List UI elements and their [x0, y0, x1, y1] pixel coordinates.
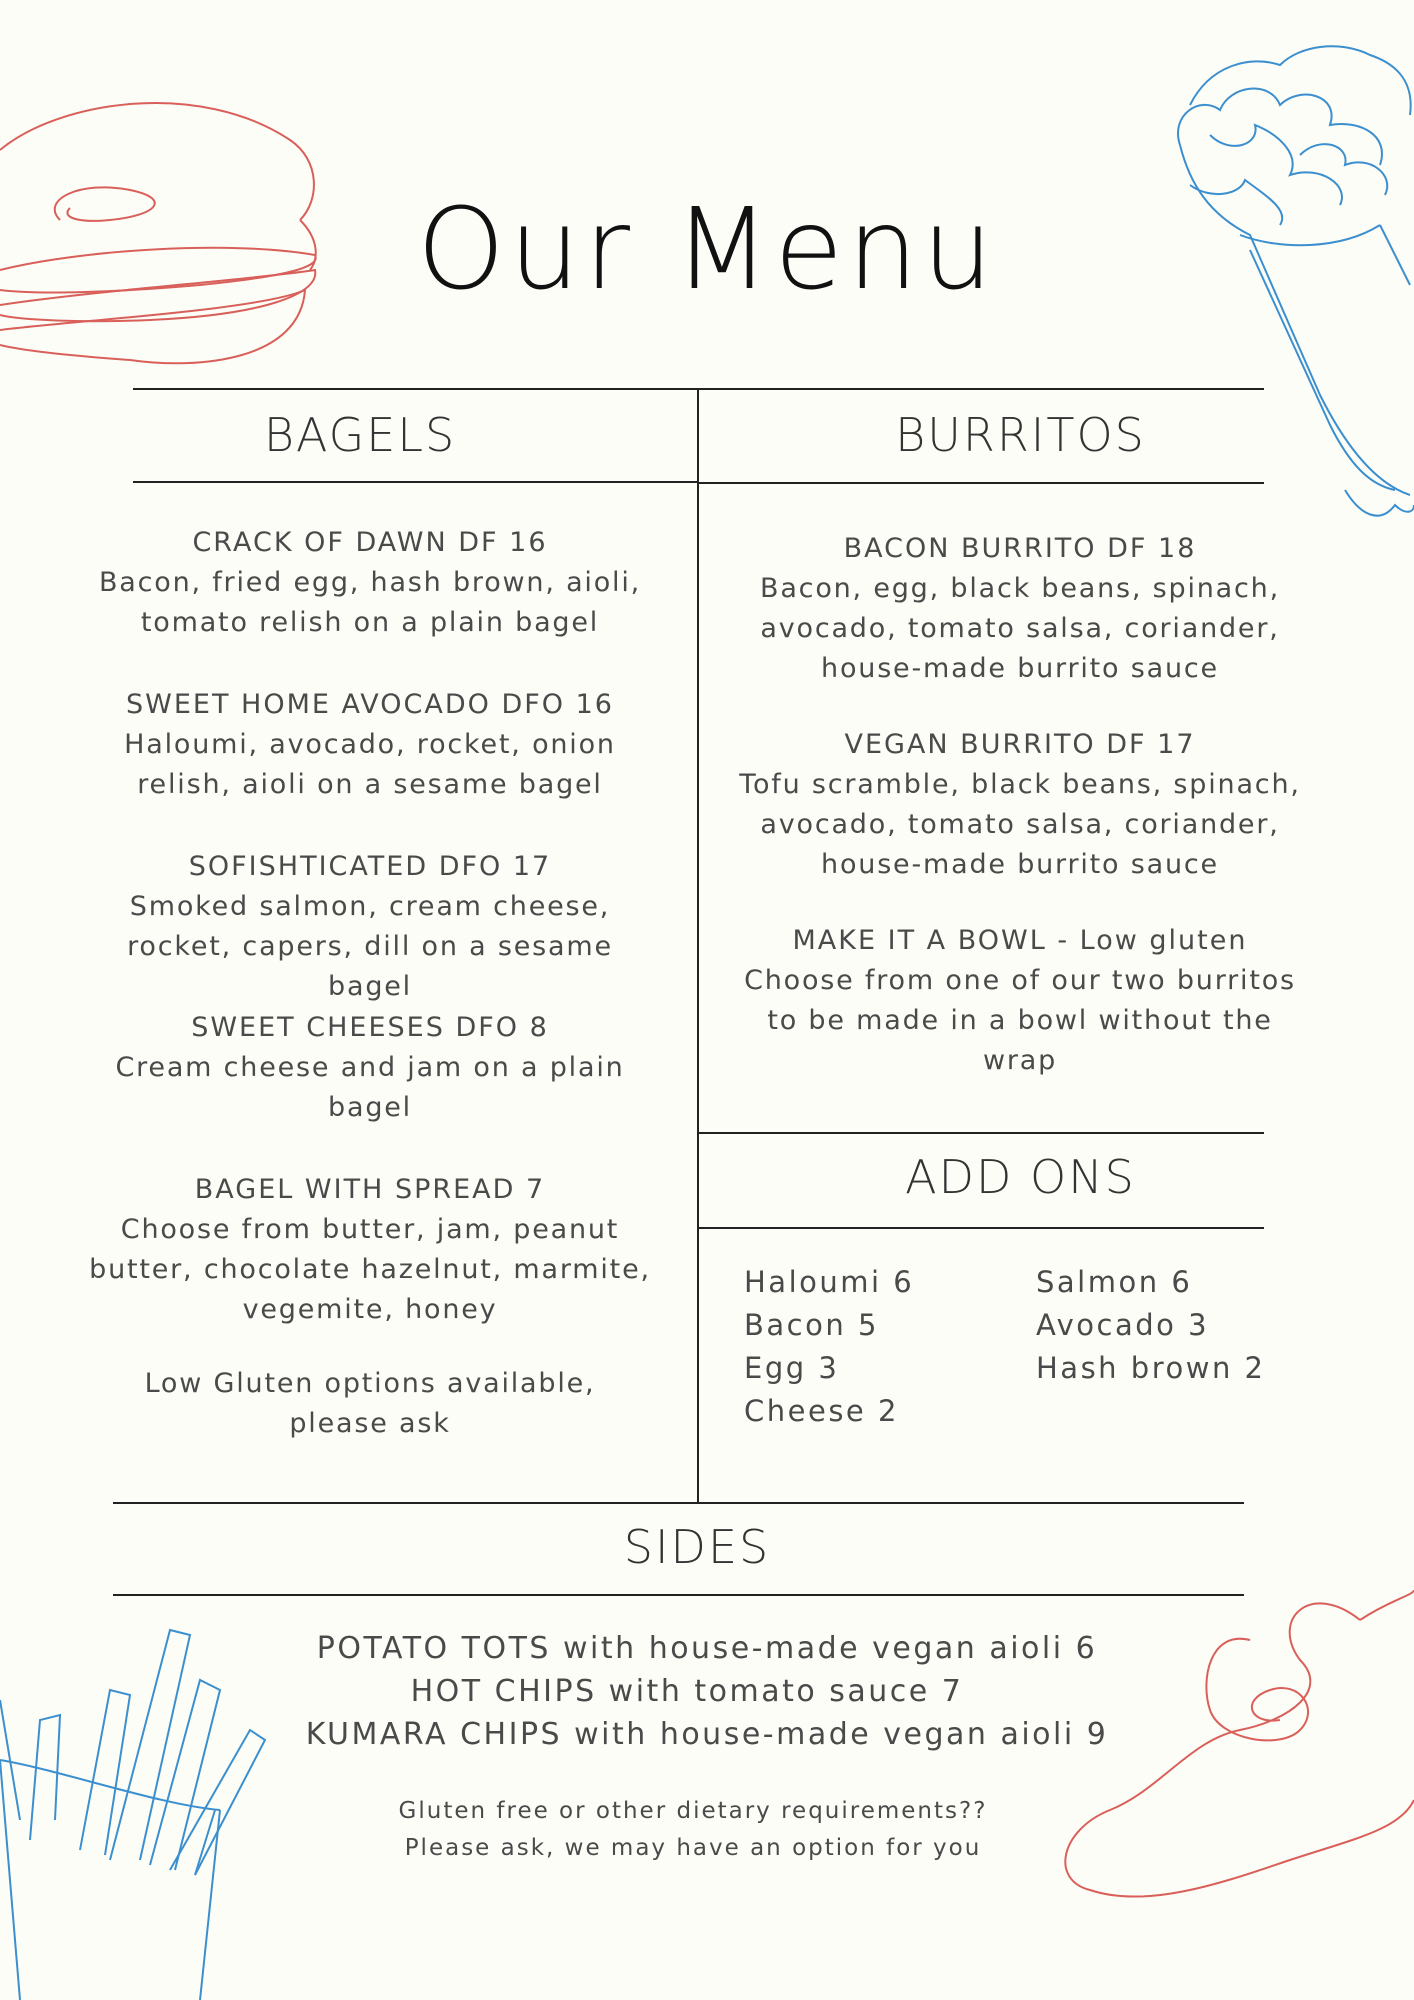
menu-item — [80, 685, 660, 805]
item-description: to be made in a bowl without the — [767, 1005, 1273, 1036]
addon-item: Cheese 2 — [744, 1394, 899, 1428]
item-name: BAGEL WITH SPREAD 7 — [194, 1174, 546, 1205]
item-description: rocket, capers, dill on a sesame bagel — [127, 931, 613, 1002]
burritos-heading: BURRITOS — [895, 408, 1146, 462]
item-name: CRACK OF DAWN DF 16 — [192, 527, 548, 558]
addon-item: Avocado 3 — [1036, 1308, 1210, 1342]
addons-right-column — [1036, 1261, 1266, 1390]
item-name: BACON BURRITO DF 18 — [843, 533, 1197, 564]
menu-item — [720, 529, 1320, 689]
item-description: avocado, tomato salsa, coriander, — [760, 809, 1280, 840]
addon-item: Hash brown 2 — [1036, 1351, 1266, 1385]
side-item: KUMARA CHIPS with house-made vegan aioli 9 — [305, 1717, 1109, 1752]
item-description: Choose from butter, jam, peanut — [120, 1214, 620, 1245]
menu-item — [720, 725, 1320, 885]
item-description: Bacon, fried egg, hash brown, aioli, — [98, 567, 642, 598]
sides-heading: SIDES — [623, 1520, 771, 1574]
note-line: Please ask, we may have an option for you — [404, 1835, 982, 1861]
item-name: VEGAN BURRITO DF 17 — [844, 729, 1196, 760]
addons-top-divider — [699, 1132, 1264, 1134]
dietary-note — [0, 1793, 1400, 1867]
addon-item: Salmon 6 — [1036, 1265, 1193, 1299]
note-line: please ask — [289, 1408, 451, 1439]
sides-top-divider — [113, 1502, 1244, 1504]
side-item: HOT CHIPS with tomato sauce 7 — [410, 1674, 964, 1709]
note-line: Gluten free or other dietary requirements?? — [398, 1798, 988, 1824]
addons-left-column — [744, 1261, 914, 1433]
note-line: Low Gluten options available, — [144, 1368, 596, 1399]
side-item: POTATO TOTS with house-made vegan aioli 6 — [316, 1631, 1098, 1666]
item-description: avocado, tomato salsa, coriander, — [760, 613, 1280, 644]
item-description: house-made burrito sauce — [821, 653, 1219, 684]
item-description: Bacon, egg, black beans, spinach, — [760, 573, 1280, 604]
item-description: house-made burrito sauce — [821, 849, 1219, 880]
item-description: Haloumi, avocado, rocket, onion — [124, 729, 616, 760]
menu-item — [80, 523, 660, 643]
addon-item: Haloumi 6 — [744, 1265, 915, 1299]
item-description: relish, aioli on a sesame bagel — [137, 769, 603, 800]
item-name: SOFISHTICATED DFO 17 — [188, 851, 552, 882]
addons-bottom-divider — [699, 1227, 1264, 1229]
menu-item — [80, 847, 660, 1007]
sides-bottom-divider — [113, 1594, 1244, 1596]
page-title: Our Menu — [416, 185, 998, 315]
item-description: Choose from one of our two burritos — [744, 965, 1296, 996]
bagels-note — [80, 1364, 660, 1444]
item-description: Cream cheese and jam on a plain — [115, 1052, 625, 1083]
item-description: butter, chocolate hazelnut, marmite, — [89, 1254, 651, 1285]
item-description: wrap — [982, 1045, 1058, 1076]
item-description: vegemite, honey — [242, 1294, 498, 1325]
header-divider-left — [133, 481, 699, 483]
item-name: MAKE IT A BOWL - Low gluten — [792, 925, 1248, 956]
item-name: SWEET CHEESES DFO 8 — [191, 1012, 549, 1043]
item-description: Tofu scramble, black beans, spinach, — [739, 769, 1301, 800]
header-divider-right — [699, 482, 1264, 484]
item-description: bagel — [328, 1092, 412, 1123]
item-description: tomato relish on a plain bagel — [140, 607, 600, 638]
addon-item: Bacon 5 — [744, 1308, 879, 1342]
menu-item — [720, 921, 1320, 1081]
bagels-heading: BAGELS — [263, 408, 457, 462]
addons-heading: ADD ONS — [905, 1150, 1136, 1204]
item-description: Smoked salmon, cream cheese, — [129, 891, 611, 922]
item-name: SWEET HOME AVOCADO DFO 16 — [126, 689, 614, 720]
addon-item: Egg 3 — [744, 1351, 840, 1385]
menu-item — [80, 1008, 660, 1128]
column-divider — [697, 388, 699, 1503]
menu-item — [80, 1170, 660, 1330]
